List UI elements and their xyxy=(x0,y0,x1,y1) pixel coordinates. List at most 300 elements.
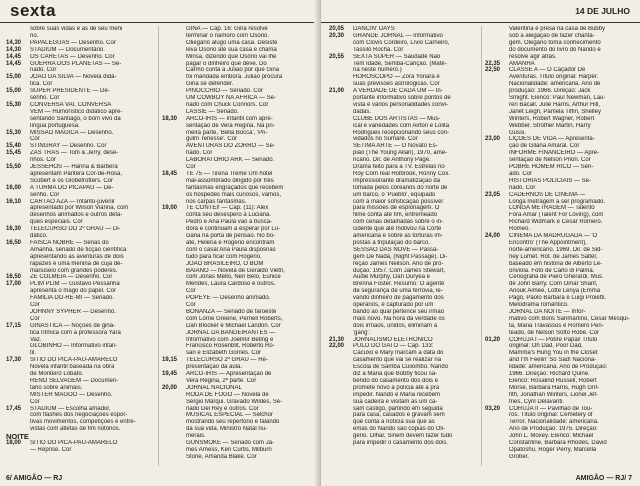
listing-text: Elenco: Rosalind Russell, Robert xyxy=(509,377,597,384)
right-page xyxy=(321,0,640,486)
listing-text: POPEYE — Desenho animado. xyxy=(186,295,271,302)
listing-text: terminar o namoro com Osório. xyxy=(186,32,270,39)
time-slot: 14,45 xyxy=(6,53,22,60)
listing-text: Mamma's Hung You in the Closet xyxy=(509,350,598,357)
listing-text: ARCO-ÍRIS — Infantil com apre- xyxy=(186,115,273,122)
time-slot: 19,00 xyxy=(162,205,178,212)
listing-text: GUERRA DOS PLANETAS — Se- xyxy=(30,60,122,67)
left-footer: 6/ AMIGÃO — RJ xyxy=(6,475,63,482)
listing-text: Cor xyxy=(186,164,196,170)
listing-text: CONVERSA VAI, CONVERSA xyxy=(30,101,112,108)
listing-text: ciana na porta de pensão. No bo- xyxy=(186,233,276,239)
listing-text: SÍTIO DO PICA-PAU-AMARELO xyxy=(30,357,118,364)
listing-text: língua portuguesa. xyxy=(30,122,80,129)
listing-text: Brenna Foster. Resumo: O agente xyxy=(353,281,445,288)
listing-text: Anouk Aimée, Lotte Lenya (Emma xyxy=(509,288,601,295)
listing-text: Oliegário alugo uma casa. Desiste xyxy=(186,39,278,46)
listing-text: ta, Maria Travassos e Romero Pen- xyxy=(509,322,604,329)
time-slot: 15,30 xyxy=(6,129,22,136)
listing-text: um barco, o 'Pueblo', equipado xyxy=(353,191,436,198)
listing-text: Cacuxo e Mary marcam a data do xyxy=(353,350,444,357)
listing-text: GRANDE JORNAL — Informativo xyxy=(353,32,443,39)
listing-text: ques especiais. Cor xyxy=(30,219,83,226)
listing-text: BAIANO — Novela de Geraldo Vietri, xyxy=(186,267,285,274)
listing-text: Drama feito para a TV. Estrelas no xyxy=(353,164,445,170)
listing-text: fries, Cyril Delavanti. xyxy=(509,398,565,405)
listing-text: CORUJA I — Pobre Papai! Título xyxy=(509,336,598,343)
listing-text: vistas com atletas de fim notórios. xyxy=(30,426,121,433)
listing-text: JOHNNY SYPHER — Desenho. xyxy=(30,308,116,315)
listing-text: para casa, casados e gravam sem xyxy=(353,412,445,419)
listing-text: bendo do casamento dos dois e xyxy=(353,377,439,384)
listing-text: Tassilo Rocha. Cor xyxy=(353,46,404,53)
listing-text: PAPALÉGUAS — Desenho. Cor xyxy=(30,39,116,46)
listing-line xyxy=(6,447,156,454)
listing-text: senho. Cor xyxy=(30,191,60,198)
time-slot: 16,50 xyxy=(6,274,22,281)
listing-text: impedir. Nando e Maria recebem xyxy=(353,391,441,398)
listing-text: os hóspedes mais curiosos, vamos, xyxy=(186,191,282,198)
listing-text: reção James Neilson. Ano de pro- xyxy=(353,260,444,267)
listing-text: promete novo a polícia até a pra xyxy=(353,384,440,391)
day-title: sexta xyxy=(10,1,56,20)
listing-text: Sérgio Marqui. Gravado Wildes, Se- xyxy=(186,398,283,405)
listing-text: para impedir o casamento dos dois. xyxy=(353,440,449,446)
listing-text: MISSÃO MÁGICA — Desenho. xyxy=(30,129,114,136)
listing-text: Amanhã, seriado de ficção científica xyxy=(30,246,127,253)
listing-text: GINÁSTICA — Noções de giná- xyxy=(30,322,116,329)
listing-text: gulm Tenesse'. Cor xyxy=(186,136,238,143)
listing-text: Audie Murphy, Dan Duryea e xyxy=(353,274,430,281)
time-slot: 19,45 xyxy=(162,371,178,377)
listing-text: PINOCCHIO — Seriado. Cor xyxy=(186,88,264,95)
listing-text: de segurança de uma ferrovia, le- xyxy=(353,288,443,295)
listing-text: vando dinheiro de pagamento dos xyxy=(353,295,444,302)
listing-text: Cor xyxy=(30,315,40,322)
listing-text: STADIUM — Documentário. xyxy=(30,46,105,53)
listing-text: riado com Chuck Connors. Cor xyxy=(186,101,269,108)
listing-text: com flashes dos negociações espor- xyxy=(30,412,128,419)
listing-text: Cor xyxy=(30,136,40,143)
time-slot: 18,45 xyxy=(162,170,178,177)
listing-text: com Lorne Greene, Pernell Roberts, xyxy=(186,315,283,322)
listing-text: ria neste número.) xyxy=(353,67,402,74)
listing-text: tário sobre animais. xyxy=(30,384,83,391)
listing-text: com o casal Ana Paula disposnas xyxy=(186,246,276,253)
listing-text: CLASSE A — O Caçador De xyxy=(509,67,586,74)
listing-text: JESSEHOS — Hanna & Barbera xyxy=(30,164,118,170)
listing-text: Romeo. xyxy=(509,226,531,233)
listing-text: diz a Maria que Bobby ficou sa- xyxy=(353,371,438,377)
listing-text: JORNALISMO ELETRÔNICO xyxy=(353,336,433,343)
time-slot: 22,50 xyxy=(485,67,501,74)
left-page xyxy=(0,0,318,486)
listing-text: STADIUM — Escolha amador, xyxy=(30,405,111,412)
listing-text: gério. Olhar, Sinem devem fazer tudo xyxy=(353,433,453,440)
listing-text: LASSIE — Seriado. xyxy=(186,108,239,115)
listing-text: Carmo conta a Julião por que Gina xyxy=(186,67,280,74)
listing-text: Cor xyxy=(30,398,40,405)
listing-text: Aventuras. Título original: Harper. xyxy=(509,74,599,81)
time-slot: 17,30 xyxy=(6,357,22,364)
listing-text: Cenografia de Piero Gherardi. Mus. xyxy=(509,274,604,281)
listing-text: Winters, Robert Wagner, Robert xyxy=(509,115,595,122)
listing-text: ado. Cor xyxy=(509,170,533,177)
listing-text: Pedro e Ana Paula vão à busca- xyxy=(186,219,273,226)
listing-text: nhos. Cor xyxy=(30,157,57,164)
listing-text: Janet Leigh, Pamela Tiffin, Shelley xyxy=(509,108,601,115)
listing-text: produção: 1966. Direção: Jack xyxy=(509,88,591,95)
time-slot: 19,15 xyxy=(162,357,178,364)
time-slot: 20,00 xyxy=(162,384,178,391)
listing-text: mais novo. Na hora da verdade os xyxy=(353,315,445,322)
listing-text: lidade: americana. Ano de Produção: xyxy=(509,364,608,371)
listing-text: Fora Amar (Talent For Loving), com xyxy=(509,212,604,219)
listing-text: A VERDADE DE CADA UM — In- xyxy=(353,88,443,95)
listing-text: CLUBE DOS ARTISTAS — Mus- xyxy=(353,115,441,122)
listing-text: UM COWBOY NA ÁFRICA — Se- xyxy=(186,95,276,101)
listing-text: para missões de espionagem. O xyxy=(353,205,440,212)
listing-text: original: Oh Dad, Poor Dad, xyxy=(509,343,583,350)
time-slot: 20,55 xyxy=(329,53,345,60)
time-slot: 15,00 xyxy=(6,74,22,81)
listing-text: VEM — Humorístico didático apre- xyxy=(30,108,123,115)
listing-text: dução: 1957. Com James Stewart, xyxy=(353,267,446,274)
listing-text: John L. Moxey. Elenco: Michael xyxy=(509,433,594,440)
listing-text: que conta a notícia sua que as xyxy=(353,419,435,426)
listing-text: ros. Título original: Cemetery of xyxy=(509,412,593,419)
time-slot: 15,00 xyxy=(6,88,22,95)
listing-text: manuseio com grandes poderes. xyxy=(30,267,118,274)
listing-text: sentação de Vera Regina. Na pri- xyxy=(186,122,275,129)
listing-text: cidente que até motivou na Corte xyxy=(353,226,442,233)
time-slot: 24,00 xyxy=(485,233,501,239)
listing-text: Valentina é presa na casa de Bubby xyxy=(509,26,605,32)
listing-text: vista e vários personalidades convi- xyxy=(353,101,449,108)
listing-line xyxy=(329,440,479,447)
listing-text: Ano de Produção: 1975. Direção: xyxy=(509,426,598,433)
listing-text: sari e Elizabeth Gomes. Cor xyxy=(186,350,262,357)
listing-text: Smight. Elenco: Paul Newman, Lau- xyxy=(509,95,606,101)
listing-text: PULO DO GATO — Cap. 133: xyxy=(353,343,434,350)
listing-text: com cenas detalhadas sobre o in- xyxy=(353,219,444,226)
time-slot: 15,30 xyxy=(6,101,22,108)
time-slot: 15,45 xyxy=(6,150,22,157)
listing-text: RENO SELVAGEM — Documen- xyxy=(30,377,119,384)
listing-text: Novela infantil baseada na obra xyxy=(30,364,115,371)
listing-text: riado. Cor xyxy=(186,150,213,157)
listing-text: sua cadeira e visitam as um ca- xyxy=(353,398,438,405)
listing-text: sob a alegação de fazer chanta- xyxy=(509,32,595,39)
listing-text: JOÃO BRASILEIRO, O BOM xyxy=(186,260,264,267)
listing-text: BONANZA — Seriado de faroeste xyxy=(186,308,277,315)
listing-text: MUSICAL ESPECIAL — Selchor xyxy=(186,412,273,419)
listing-text: tivas movimentos, competições e entre- xyxy=(30,419,136,426)
time-slot: 21,30 xyxy=(329,336,345,343)
listing-text: norte-americano, 1969. Dir. de Sid- xyxy=(509,246,603,253)
listing-text: POBRE HOMEM RICO — Seri- xyxy=(509,164,594,170)
column-divider xyxy=(481,26,482,466)
listing-text: Longa metragem a ser programado. xyxy=(509,198,606,205)
listing-text: tudo para ficar com Rogério. xyxy=(186,253,262,260)
listing-text: — Reprise. Cor xyxy=(30,446,72,453)
listing-text: Grober. xyxy=(509,453,530,460)
listing-text: ren Bacall, Julie Harris, Arthur Hill, xyxy=(509,101,601,108)
listing-text: dois irmãos, unidos, eliminam a xyxy=(353,322,438,329)
listing-text: TELECURSO DO 2º GRAU — Di- xyxy=(30,226,121,233)
listing-text: DANCIN' DAYS xyxy=(353,26,395,32)
time-slot: 18,30 xyxy=(162,115,178,122)
listing-text: Dan Blocker e Michael Landon. Cor xyxy=(186,322,281,329)
time-slot: 22,00 xyxy=(329,343,345,350)
time-slot: 15,50 xyxy=(6,164,22,170)
listing-text: INFORME FINANCEIRO — Apre- xyxy=(509,150,600,157)
listing-text: Informativo com Joelmir Beting e xyxy=(186,336,274,343)
listing-text: resolve agir atrás. xyxy=(509,53,557,60)
listing-text: Impressionante dramatização da xyxy=(353,177,441,184)
listing-text: mativo com Boris Sanmartino, Cesar Mesqui- xyxy=(509,315,630,322)
listing-text: FAÍSCA NOBRE — Senas do xyxy=(30,239,109,246)
listing-text: ZAS TRÁS — Tom & Jerry, dese- xyxy=(30,150,119,157)
listing-text: SEXTA SUPER — Saudade Não xyxy=(353,53,441,60)
listing-text: Francisco Rosenblit, Roberto Ro- xyxy=(186,343,275,350)
listing-text: bando ao qual pertence seu irmão xyxy=(353,308,445,315)
listing-text: A TURMA DO PICAPAU — De- xyxy=(30,184,114,191)
time-slot: 17,45 xyxy=(6,405,22,412)
time-slot: 18,00 xyxy=(6,440,22,446)
listing-text: GUNSMOKE — Seriado com Ja- xyxy=(186,440,275,446)
listing-text: ARCO-ÍRIS — Apresentação de xyxy=(186,371,272,377)
time-slot: 14,45 xyxy=(6,60,22,67)
time-slot: 20,30 xyxy=(329,32,345,39)
listing-text: mal-assombrado dirigido por três xyxy=(186,177,274,184)
listing-text: OS CARETAS — Desenho. Cor xyxy=(30,53,115,60)
listing-text: Constantine, Barbara Rhodes, David xyxy=(509,440,607,446)
listing-text: Pagó, Paolo Barbara e Luigi Proietti. xyxy=(509,295,607,302)
listing-text: no. xyxy=(30,32,39,39)
listing-text: apresenta o mago do papel. Cor xyxy=(30,288,117,295)
listing-text: Cor xyxy=(30,302,40,308)
right-footer: AMIGÃO — RJ/ 7 xyxy=(575,475,632,482)
time-slot: 14,30 xyxy=(6,46,22,53)
listing-text: 1966. Direção: Richard Quine. xyxy=(509,371,590,377)
listing-text: FAMÍLIA DÓ-RÉ-MI — Seriado. xyxy=(30,295,115,302)
listing-text: apresentado por Wilson Vianna, com xyxy=(30,205,129,212)
right-header xyxy=(321,0,640,23)
listing-text: Escola de Samba Cuiiombo. Nando xyxy=(353,364,449,371)
listing-text: TELECURSO 2º GRAU — Re- xyxy=(186,357,268,364)
listing-text: CADERNOS DE CINEMA — xyxy=(509,191,586,198)
column-divider xyxy=(158,26,159,466)
listing-text: STINGRAY — Desenho. Cor xyxy=(30,143,107,150)
date-title: 14 DE JULHO xyxy=(575,6,630,16)
listing-text: Morse, Barbara Harris, Hugh Grif- xyxy=(509,384,600,391)
listing-text: Vaz. xyxy=(30,336,42,343)
listing-text: do documento do livro do Nando e xyxy=(509,46,601,53)
listing-text: Gina se defender. xyxy=(186,81,234,88)
listing-text: HISTÓRIAS POLICIAIS — Se- xyxy=(509,177,592,184)
listing-text: pagar o dinheiro que deve. Do xyxy=(186,60,267,67)
listing-text: TE 75 — Tirena Treme Um hotel xyxy=(186,170,273,177)
time-slot: 01,20 xyxy=(485,336,501,343)
listing-text: GINA — Cap. 16: Gina resolve xyxy=(186,26,268,32)
listing-text: 'gang'. xyxy=(353,329,371,336)
listing-text: ical e variedades com Airton e Lolita xyxy=(353,122,450,129)
listing-text: foi mandada embora. Julião procura xyxy=(186,74,283,81)
listing-text: SÉTIMA ARTE — O Novato Es- xyxy=(353,143,438,150)
listing-text: SÍTIO DO PICA-PAU-AMARELO xyxy=(30,440,118,446)
listing-text: mostrando seu repertório e falando xyxy=(186,419,280,426)
listing-text: sobre suas vidas e as de seu meni xyxy=(30,26,123,32)
listing-text: GLOBINHO — Informativo infan- xyxy=(30,343,118,350)
listing-text: fith, Jonathan Winters, Lionel Jef- xyxy=(509,391,599,398)
listing-text: americana e sobre as torturas im- xyxy=(353,233,443,239)
listing-text: Melodrama romântico. xyxy=(509,302,569,308)
listing-text: Gussi. xyxy=(509,129,527,136)
time-slot: 15,40 xyxy=(6,143,22,150)
listing-text: Mendes, Laura Cardoso e outros. xyxy=(186,281,276,288)
listing-text: Encontro' (The Appointment), xyxy=(509,239,587,246)
listing-text: filme conta até fim, entremeado xyxy=(353,212,438,219)
listing-text: Tem Idade, Semba-Canção. (Maté- xyxy=(353,60,447,67)
listing-text: AVENTURAS DO ZORRO — Se- xyxy=(186,143,275,150)
listing-text: conta seu desespero a Luciana. xyxy=(186,212,272,219)
time-slot: 16,30 xyxy=(6,226,22,233)
listing-text: rapazes e uma menina de cuja de- xyxy=(30,260,123,267)
listing-text: Opatoshu, Roger Perry, Marcella xyxy=(509,446,597,453)
listing-text: sentação de Nelson Priori. Cor xyxy=(509,157,591,164)
listing-text: leva Osório até sua casa e chama xyxy=(186,46,277,53)
listing-text: teado, de Nelson Sotto Robe. Cor xyxy=(509,329,600,336)
time-slot: 23,05 xyxy=(485,191,501,198)
listing-text: and I'm Feelin' So Sad! Naciona- xyxy=(509,357,597,364)
listing-text: postas à tripulação do barco. xyxy=(353,239,431,246)
listing-text: ney Lumet. Rot. de James Salter, xyxy=(509,253,598,260)
listing-text: riado. Cor xyxy=(30,67,57,74)
listing-text: ZÉ COLMEIA — Desenho. Cor xyxy=(30,274,113,281)
listing-text: desenhos animados e outros deta- xyxy=(30,212,123,219)
listing-text: baseado em história de Alberto Le- xyxy=(509,260,603,267)
listing-text: sentando Santiago, o bom vivo da xyxy=(30,115,121,122)
time-slot: 16,50 xyxy=(6,239,22,246)
listing-text: tica. Cor xyxy=(30,81,53,88)
listing-text: SESSÃO DAS NOVE — Passa- xyxy=(353,246,439,253)
listing-text: com a maior sofisticação possível xyxy=(353,198,443,205)
listing-text: Cor xyxy=(186,302,196,308)
listing-text: til. xyxy=(30,350,36,357)
listing-text: onviola. Foto de Carlo di Palma. xyxy=(509,267,595,274)
listing-text: merais. xyxy=(186,433,206,440)
listing-text: LONGA METRAGEM — Talento xyxy=(509,205,595,212)
listing-text: RODA DE FOGO — Novela de xyxy=(186,391,269,398)
listing-text: Minsa, dizendo que Osório vai lhe xyxy=(186,53,277,60)
listing-text: nado Del Rey e outros. Cor xyxy=(186,405,259,412)
listing-text: tica rítmica com a professora Yara xyxy=(30,329,121,336)
time-slot: 23,00 xyxy=(485,136,501,143)
listing-text: Terror. Nacionalidade: americana. xyxy=(509,419,599,426)
listing-text: ção de Gilana Amaral. Cor xyxy=(509,143,580,150)
listing-text: LABORATÓRIO ARK — Seriado. xyxy=(186,157,275,164)
listing-text: suas previsões astrológicas. Cor xyxy=(353,81,440,88)
listing-text: JORNAL DA NOITE — Infor- xyxy=(509,308,586,315)
time-slot: 22,35 xyxy=(485,60,501,67)
listing-text: apresentando as aventuras de dois xyxy=(30,253,124,260)
listing-text: dadas. xyxy=(353,108,372,115)
listing-text: riado. Cor xyxy=(509,184,536,191)
listing-text: com Jonas Mello, Neri Belo, Eunice xyxy=(186,274,281,281)
listing-text: gem De Nada, (Night Passage). Di- xyxy=(353,253,448,260)
listing-text: Webber. Strother Martin, Harry xyxy=(509,122,591,129)
listing-text: MISTER MAGOO — Desenho. xyxy=(30,391,113,398)
listing-text: Cor xyxy=(186,288,196,295)
listing-text: Roy Com real Holbrook, Ronny Cox. xyxy=(353,170,451,177)
listing-text: TE CONTEI! — Cap. (11): Alex xyxy=(186,205,269,212)
listing-text: Richard Widmark e Cesar Romero. xyxy=(509,219,603,226)
time-slot: 14,30 xyxy=(6,39,22,46)
listing-text: tomada pelos coreanos do norte de xyxy=(353,184,448,191)
listing-text: pião (The Young Allan), 1970, ame- xyxy=(353,150,448,157)
time-slot: 03,20 xyxy=(485,405,501,412)
listing-text: presentação da aula. xyxy=(186,364,243,371)
time-slot: 20,05 xyxy=(329,26,345,32)
listing-text: casamento que vai se realizar na xyxy=(353,357,442,364)
listing-text: Vera Regina, 2ª parte. Cor xyxy=(186,377,257,384)
time-slot: 17,00 xyxy=(6,281,22,288)
listing-text: com Clovis Cordeiro, Lívio Carneiro, xyxy=(353,39,450,46)
listing-text: apresentam Pantera Cor-de-Rosa, xyxy=(30,170,123,177)
listing-text: SUPER PRESIDENTE — De- xyxy=(30,88,110,95)
listing-text: PLIM PLIM — Gustavo Pessanha xyxy=(30,281,120,288)
listing-line xyxy=(485,454,635,461)
listing-text: mes Arness, Ken Curtis, Milburn xyxy=(186,446,272,453)
listing-text: HORÓSCOPO — Zora Yonara e xyxy=(353,74,440,81)
time-slot: 17,15 xyxy=(6,322,22,329)
time-slot: NOITE xyxy=(6,432,29,442)
listing-text: CORUJA II — Pavilhão de Tou- xyxy=(509,405,593,412)
listing-text: portante informativo sobre pontos de xyxy=(353,95,451,101)
listing-line xyxy=(162,454,312,461)
listing-text: LIÇÕES DE VIDA — Apresenta- xyxy=(509,136,595,143)
listing-text: senho. Cor xyxy=(30,95,60,101)
listing-text: Stone, Amanda Blake. Cor xyxy=(186,453,257,460)
listing-text: sam castigo, partindo em seguida xyxy=(353,405,443,412)
listing-text: dático. xyxy=(30,233,48,239)
listing-text: meira parte, 'Bella Bocca', 'Pri- xyxy=(186,129,268,136)
listing-text: JOÃO DA SILVA — Novela didá- xyxy=(30,74,117,81)
left-header xyxy=(0,0,318,23)
listing-text: JORNAL NACIONAL xyxy=(186,384,242,391)
listing-text: gem. Olegário toma conhecimento xyxy=(509,39,601,46)
listing-text: Scobert e os Globetrotters. Cor xyxy=(30,177,114,184)
time-slot: 16,00 xyxy=(6,184,22,191)
listing-text: dora e continuam a esperar por Lu- xyxy=(186,226,281,233)
listing-text: ricano. Dir. de Anthony Page. xyxy=(353,157,431,164)
time-slot: 21,00 xyxy=(329,88,345,95)
listing-text: CARTÃO AZA — Infanto-juvenil xyxy=(30,198,115,205)
listing-text: Nacionalidade: americana. Ano de xyxy=(509,81,601,88)
listing-text: emas do Nando são cópias do Oli- xyxy=(353,426,446,433)
listing-text: da sua vida. Ministro Natal nu- xyxy=(186,426,268,433)
listing-text: de Monteiro Lobato. xyxy=(30,371,84,377)
listing-text: Rodrigues recepcionando seus con- xyxy=(353,129,450,136)
listing-text: de John Barry. Com Omar Sharif, xyxy=(509,281,598,288)
listing-text: vidados no Sumaré. Cor xyxy=(353,136,418,143)
listing-text: CINEMA DA MADRUGADA — 'O xyxy=(509,233,598,239)
listing-text: ate, Helena e Rogério encontram xyxy=(186,239,275,246)
listing-text: AMANHÃ xyxy=(509,60,535,67)
listing-text: JORNAL DA BANDEIRANTES — xyxy=(186,329,276,336)
listing-text: operários, é capturado por um xyxy=(353,302,434,308)
